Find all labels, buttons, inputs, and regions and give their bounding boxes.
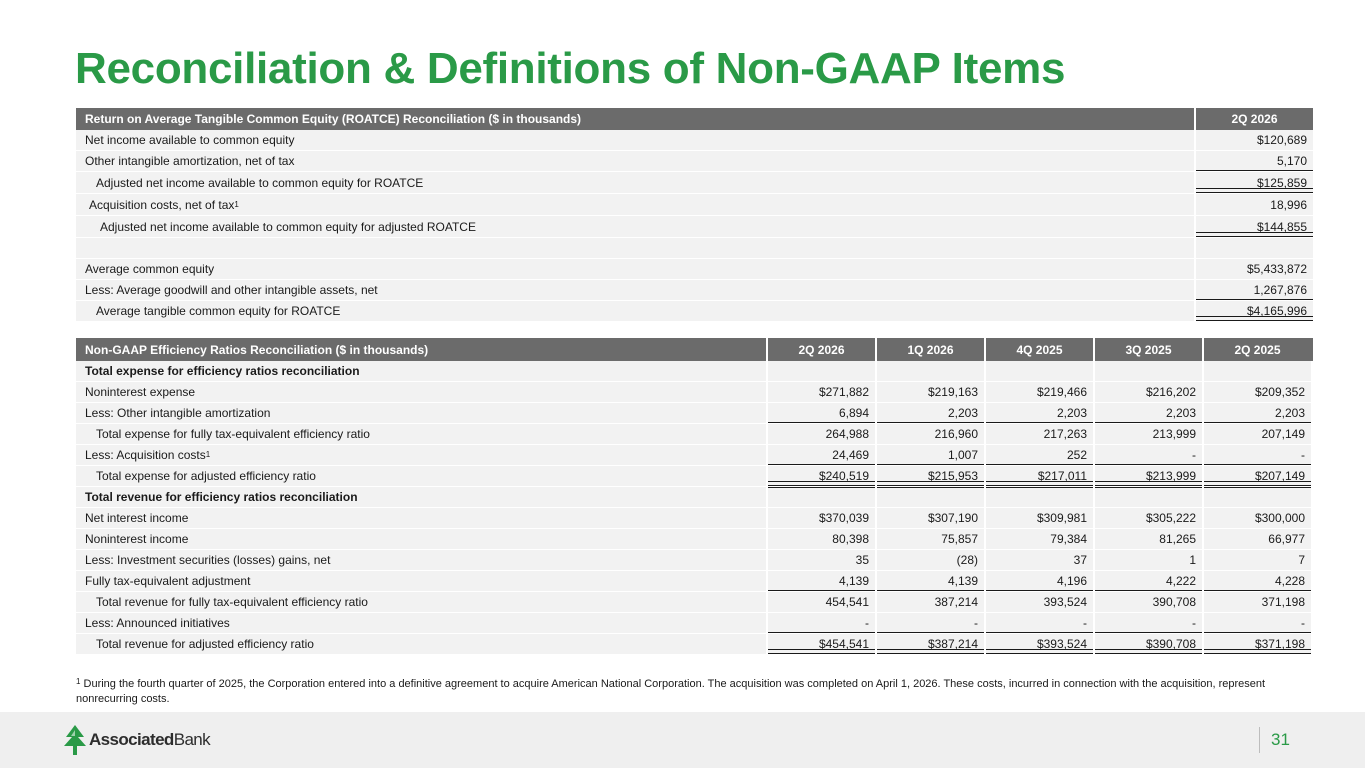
roatce-table	[76, 108, 1313, 322]
row-value: 252	[984, 445, 1093, 465]
row-label: Average common equity	[76, 259, 1196, 279]
table-row	[76, 613, 1313, 634]
logo-bold-text: Associated	[89, 730, 174, 749]
row-label	[76, 634, 766, 654]
row-value: 4,228	[1202, 571, 1311, 591]
row-value: 393,524	[984, 592, 1093, 612]
row-label	[76, 592, 766, 612]
table-row	[76, 634, 1313, 655]
row-value: $371,198	[1202, 634, 1311, 654]
row-value: 75,857	[875, 529, 984, 549]
row-value: $209,352	[1202, 382, 1311, 402]
table-row	[76, 151, 1313, 172]
period-header: 2Q 2025	[1202, 338, 1311, 361]
row-value: $219,163	[875, 382, 984, 402]
row-label-text: Net interest income	[85, 511, 189, 525]
row-value	[875, 487, 984, 507]
row-value: $370,039	[766, 508, 875, 528]
row-label-text: Fully tax-equivalent adjustment	[85, 574, 251, 588]
table-row	[76, 571, 1313, 592]
row-label: Other intangible amortization, net of tax	[76, 151, 1196, 171]
row-value: $125,859	[1196, 172, 1313, 193]
row-value: 4,139	[766, 571, 875, 591]
row-value: 264,988	[766, 424, 875, 444]
row-value: $393,524	[984, 634, 1093, 654]
row-value: -	[1202, 445, 1311, 465]
table-row	[76, 361, 1313, 382]
row-value: 217,263	[984, 424, 1093, 444]
period-header: 1Q 2026	[875, 338, 984, 361]
logo-wordmark	[89, 730, 210, 750]
row-label-text: Noninterest income	[85, 532, 189, 546]
row-value: 1,267,876	[1196, 280, 1313, 300]
table-row	[76, 382, 1313, 403]
period-header: 2Q 2026	[766, 338, 875, 361]
efficiency-table	[76, 338, 1313, 655]
associated-bank-logo	[64, 724, 210, 756]
row-label-text: Less: Other intangible amortization	[85, 406, 271, 420]
page-title: Reconciliation & Definitions of Non-GAAP Items	[75, 44, 1066, 93]
row-value: 6,894	[766, 403, 875, 423]
row-value	[875, 361, 984, 381]
row-value: $213,999	[1093, 466, 1202, 486]
row-label	[76, 403, 766, 423]
page-number: 31	[1271, 730, 1290, 749]
table-row	[76, 259, 1313, 280]
row-value: -	[875, 613, 984, 633]
row-label-text: Less: Acquisition costs	[85, 448, 206, 462]
roatce-header-row	[76, 108, 1313, 130]
row-value: $144,855	[1196, 216, 1313, 237]
row-value: 390,708	[1093, 592, 1202, 612]
roatce-header-period: 2Q 2026	[1231, 112, 1278, 126]
row-value: $271,882	[766, 382, 875, 402]
row-value: $217,011	[984, 466, 1093, 486]
row-value: $5,433,872	[1196, 259, 1313, 279]
row-value	[1093, 487, 1202, 507]
row-value	[984, 487, 1093, 507]
table-row	[76, 445, 1313, 466]
row-label	[76, 361, 766, 381]
row-label	[76, 508, 766, 528]
row-value: $207,149	[1202, 466, 1311, 486]
row-value: 1,007	[875, 445, 984, 465]
row-value: 4,196	[984, 571, 1093, 591]
row-label	[76, 613, 766, 633]
row-label-text: Total expense for fully tax-equivalent efficiency ratio	[96, 427, 370, 441]
table-row	[76, 130, 1313, 151]
row-value: 454,541	[766, 592, 875, 612]
row-value: 81,265	[1093, 529, 1202, 549]
row-value: 216,960	[875, 424, 984, 444]
row-label-text: Acquisition costs, net of tax	[89, 197, 235, 212]
row-value: 1	[1093, 550, 1202, 570]
table-row	[76, 301, 1313, 322]
logo-light-text: Bank	[173, 730, 211, 749]
footnote-marker: 1	[76, 677, 81, 686]
row-value: $215,953	[875, 466, 984, 486]
row-value: $240,519	[766, 466, 875, 486]
row-value: -	[766, 613, 875, 633]
row-value: 79,384	[984, 529, 1093, 549]
table-row-spacer	[76, 238, 1313, 259]
row-value: $454,541	[766, 634, 875, 654]
table-row	[76, 508, 1313, 529]
row-label-text: Total revenue for fully tax-equivalent efficiency ratio	[96, 595, 368, 609]
table-row	[76, 172, 1313, 194]
row-label	[76, 487, 766, 507]
footer-divider	[1259, 727, 1260, 753]
efficiency-body	[76, 361, 1313, 655]
row-value: $390,708	[1093, 634, 1202, 654]
row-value	[766, 361, 875, 381]
row-value: 35	[766, 550, 875, 570]
table-row	[76, 592, 1313, 613]
footnote	[76, 677, 1306, 707]
row-value: $219,466	[984, 382, 1093, 402]
row-value: 4,139	[875, 571, 984, 591]
row-value	[1196, 238, 1313, 258]
row-value: $309,981	[984, 508, 1093, 528]
row-value: 37	[984, 550, 1093, 570]
row-label	[76, 466, 766, 486]
row-label	[76, 529, 766, 549]
table-row	[76, 550, 1313, 571]
table-row	[76, 216, 1313, 238]
efficiency-header-row	[76, 338, 1313, 361]
row-label	[76, 238, 1196, 258]
row-value: 18,996	[1196, 194, 1313, 215]
roatce-header-label: Return on Average Tangible Common Equity (ROATCE) Reconciliation ($ in thousands)	[76, 108, 1196, 130]
row-value: 66,977	[1202, 529, 1311, 549]
row-label-text: Total expense for efficiency ratios reconciliation	[85, 364, 360, 378]
row-value	[766, 487, 875, 507]
row-value: -	[1093, 613, 1202, 633]
footnote-marker: 1	[205, 450, 211, 459]
row-value: $4,165,996	[1196, 301, 1313, 321]
row-value: -	[1093, 445, 1202, 465]
row-label	[76, 194, 1196, 215]
tree-logo-icon	[64, 725, 86, 755]
efficiency-header-label: Non-GAAP Efficiency Ratios Reconciliation ($ in thousands)	[85, 342, 429, 357]
row-label-text: Total revenue for efficiency ratios reconciliation	[85, 490, 358, 504]
row-value: 2,203	[1202, 403, 1311, 423]
row-label: Adjusted net income available to common equity for ROATCE	[76, 172, 1196, 193]
row-value: 4,222	[1093, 571, 1202, 591]
row-label: Net income available to common equity	[76, 130, 1196, 150]
row-label	[76, 382, 766, 402]
row-label: Less: Average goodwill and other intangible assets, net	[76, 280, 1196, 300]
table-row	[76, 194, 1313, 216]
row-value: 2,203	[875, 403, 984, 423]
footnote-text: During the fourth quarter of 2025, the Corporation entered into a definitive agreement to acquire American National Corporation. The acquisition was completed on April 1, 2026. These costs, incurred in connection with the acquisition, represent nonrecurring costs.	[76, 678, 1266, 705]
period-header: 3Q 2025	[1093, 338, 1202, 361]
table-row	[76, 466, 1313, 487]
table-row	[76, 487, 1313, 508]
footnote-marker: 1	[234, 199, 239, 209]
row-value: $307,190	[875, 508, 984, 528]
row-value: -	[1202, 613, 1311, 633]
row-value: 5,170	[1196, 151, 1313, 171]
table-row	[76, 403, 1313, 424]
row-value: (28)	[875, 550, 984, 570]
row-value: -	[984, 613, 1093, 633]
row-value: $305,222	[1093, 508, 1202, 528]
row-label	[76, 571, 766, 591]
row-label: Adjusted net income available to common equity for adjusted ROATCE	[76, 216, 1196, 237]
row-value: 24,469	[766, 445, 875, 465]
row-label-text: Total revenue for adjusted efficiency ratio	[96, 637, 314, 651]
table-row	[76, 529, 1313, 550]
row-value: $300,000	[1202, 508, 1311, 528]
row-value: $216,202	[1093, 382, 1202, 402]
row-value	[1093, 361, 1202, 381]
row-label	[76, 445, 766, 465]
row-label-text: Noninterest expense	[85, 385, 196, 399]
row-value	[984, 361, 1093, 381]
row-label: Average tangible common equity for ROATCE	[76, 301, 1196, 321]
row-label-text: Less: Investment securities (losses) gains, net	[85, 553, 331, 567]
row-value: 7	[1202, 550, 1311, 570]
table-row	[76, 280, 1313, 301]
row-value: 2,203	[1093, 403, 1202, 423]
row-value: 213,999	[1093, 424, 1202, 444]
row-value: 371,198	[1202, 592, 1311, 612]
row-value: 387,214	[875, 592, 984, 612]
row-value	[1202, 487, 1311, 507]
row-label-text: Total expense for adjusted efficiency ratio	[96, 469, 316, 483]
row-label-text: Less: Announced initiatives	[85, 616, 230, 630]
period-header: 4Q 2025	[984, 338, 1093, 361]
row-label	[76, 424, 766, 444]
row-value: 80,398	[766, 529, 875, 549]
row-value: 2,203	[984, 403, 1093, 423]
row-value	[1202, 361, 1311, 381]
row-value: $387,214	[875, 634, 984, 654]
row-value: $120,689	[1196, 130, 1313, 150]
row-value: 207,149	[1202, 424, 1311, 444]
table-row	[76, 424, 1313, 445]
row-label	[76, 550, 766, 570]
